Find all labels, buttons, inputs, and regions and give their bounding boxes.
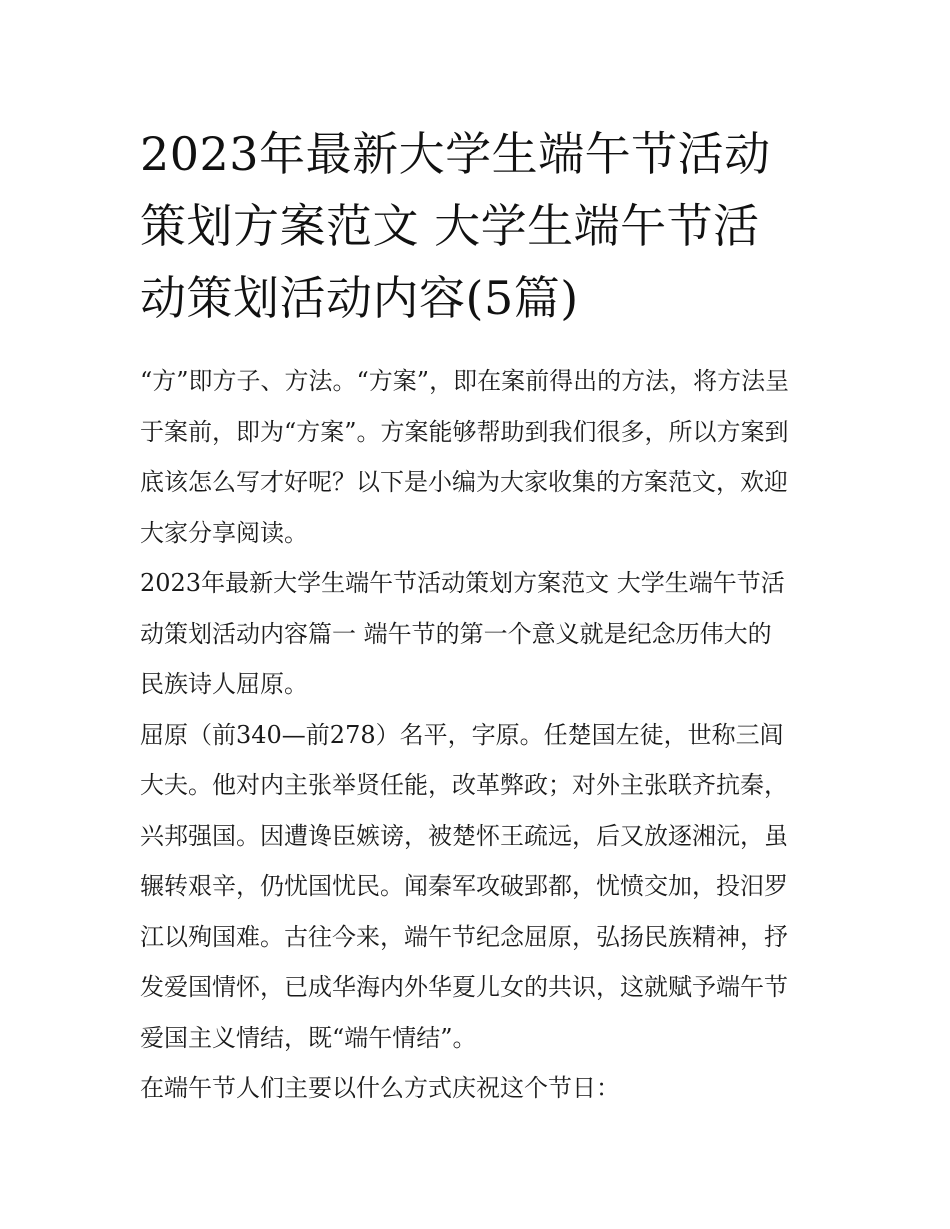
title-line-1: 2023年最新大学生端午节活动 (140, 127, 771, 181)
document-title (140, 118, 820, 334)
paragraph-celebration: 在端午节人们主要以什么方式庆祝这个节日： (140, 1074, 620, 1102)
paragraph-quyuan: 屈原（前340—前278）名平，字原。任楚国左徒，世称三闾 大夫。他对内主张举贤任能，改革弊政；对外主张联齐抗秦， 兴邦强国。因遭谗臣嫉谤，被楚怀王疏远，后又放逐湘沅，虽 辗转艰辛，仍忧国忧民。闻秦军攻破郢都，忧愤交加，投汨罗 江以殉国难。古往今来，端午节纪念屈原，弘扬民族精神，抒 发爱国情怀，已成华海内外华夏儿女的共识，这就赋予端午节 爱国主义情结，既“端午情结”。 (140, 720, 788, 1052)
document-body (140, 356, 820, 1114)
title-line-2: 策划方案范文 大学生端午节活 (140, 199, 760, 253)
paragraph-intro: “方”即方子、方法。“方案”，即在案前得出的方法，将方法呈 于案前，即为“方案”。方案能够帮助到我们很多，所以方案到 底该怎么写才好呢？以下是小编为大家收集的方案范文，欢迎 大家分享阅读。 (140, 367, 790, 547)
title-line-3: 动策划活动内容(5篇) (140, 271, 579, 325)
paragraph-heading-part1: 2023年最新大学生端午节活动策划方案范文 大学生端午节活 动策划活动内容篇一 端午节的第一个意义就是纪念历伟大的 民族诗人屈原。 (140, 569, 785, 698)
